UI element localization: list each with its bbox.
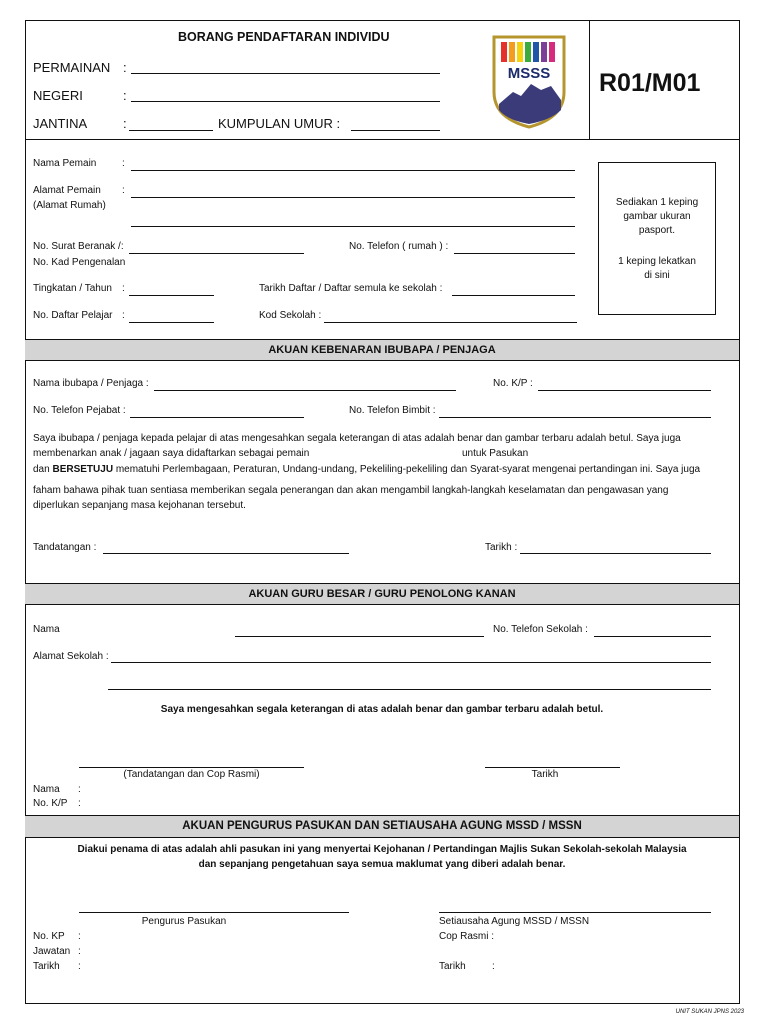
telefon-pejabat-field[interactable] — [130, 417, 304, 418]
nama-pemain-label: Nama Pemain — [33, 158, 97, 169]
tingkatan-colon: : — [122, 283, 125, 294]
pengurus-pasukan-signature-field[interactable] — [79, 912, 349, 913]
kad-pengenalan-label: No. Kad Pengenalan — [33, 257, 126, 268]
tarikh-daftar-label: Tarikh Daftar / Daftar semula ke sekolah : — [259, 283, 443, 294]
daftar-pelajar-colon: : — [122, 310, 125, 321]
ibubapa-declaration-line-5: diperlukan sepanjang masa kejohanan tersebut. — [33, 500, 246, 511]
kod-sekolah-label: Kod Sekolah : — [259, 310, 322, 321]
guru-kp-label: No. K/P — [33, 798, 68, 809]
ibubapa-declaration-line-3 — [33, 464, 700, 476]
alamat-sekolah-field-2[interactable] — [108, 689, 711, 690]
alamat-pemain-field-1[interactable] — [131, 197, 575, 198]
surat-beranak-field[interactable] — [129, 253, 304, 254]
setiausaha-signature-field[interactable] — [439, 912, 711, 913]
kod-sekolah-field[interactable] — [324, 322, 577, 323]
telefon-sekolah-field[interactable] — [594, 636, 711, 637]
jantina-label: JANTINA — [33, 116, 88, 131]
pengurus-tarikh-label: Tarikh — [33, 961, 60, 972]
logo-stripe — [517, 42, 523, 62]
photo-instruction-2: gambar ukuran — [623, 211, 691, 222]
logo-stripe — [549, 42, 555, 62]
setiausaha-tarikh-label: Tarikh — [439, 961, 466, 972]
pengurus-kp-label: No. KP — [33, 931, 65, 942]
logo-stripe — [509, 42, 515, 62]
guru-heading-text: AKUAN GURU BESAR / GURU PENOLONG KANAN — [248, 588, 516, 600]
tingkatan-label: Tingkatan / Tahun — [33, 283, 112, 294]
telefon-sekolah-label: No. Telefon Sekolah : — [493, 624, 588, 635]
kumpulan-umur-label: KUMPULAN UMUR : — [218, 116, 341, 131]
setiausaha-tarikh-colon: : — [492, 961, 495, 972]
tingkatan-field[interactable] — [129, 295, 214, 296]
alamat-sekolah-field-1[interactable] — [111, 662, 711, 663]
header-bottom-border — [25, 139, 739, 140]
pengurus-tarikh-colon: : — [78, 961, 81, 972]
msss-logo — [491, 34, 567, 130]
ibubapa-section-heading — [25, 339, 739, 361]
guru-statement: Saya mengesahkan segala keterangan di atas adalah benar dan gambar terbaru adalah betul. — [160, 704, 604, 715]
pengurus-jawatan-colon: : — [78, 946, 81, 957]
telefon-pejabat-label: No. Telefon Pejabat : — [33, 405, 126, 416]
nama-guru-field[interactable] — [235, 636, 484, 637]
permainan-colon: : — [123, 60, 127, 75]
pengurus-section-heading — [25, 815, 739, 838]
telefon-bimbit-label: No. Telefon Bimbit : — [349, 405, 436, 416]
tandatangan-cop-label: (Tandatangan dan Cop Rasmi) — [123, 769, 260, 780]
alamat-pemain-colon: : — [122, 185, 125, 196]
photo-instruction-5: di sini — [644, 270, 670, 281]
msss-shield-icon — [491, 34, 567, 130]
logo-stripe — [541, 42, 547, 62]
negeri-field[interactable] — [131, 101, 440, 102]
guru-tarikh-field[interactable] — [485, 767, 620, 768]
logo-stripe — [525, 42, 531, 62]
surat-beranak-label: No. Surat Beranak /: — [33, 241, 124, 252]
ibubapa-declaration-line-4: faham bahawa pihak tuan sentiasa memberikan segala penerangan dan akan mengambil langkah-langkah keselamatan dan pengawasan yang — [33, 485, 669, 496]
alamat-rumah-label: (Alamat Rumah) — [33, 200, 106, 211]
cop-rasmi-label: Cop Rasmi : — [439, 931, 495, 942]
permainan-label: PERMAINAN — [33, 60, 111, 75]
ibubapa-declaration-line-2a: membenarkan anak / jagaan saya didaftarkan sebagai pemain — [33, 448, 310, 459]
tarikh-daftar-field[interactable] — [452, 295, 575, 296]
logo-stripe — [533, 42, 539, 62]
ibubapa-tarikh-label: Tarikh : — [485, 542, 518, 553]
bersetuju-text: BERSETUJU — [52, 464, 114, 475]
pengurus-heading-text: AKUAN PENGURUS PASUKAN DAN SETIAUSAHA AGUNG MSSD / MSSN — [182, 820, 582, 832]
ibubapa-tandatangan-label: Tandatangan : — [33, 542, 97, 553]
footer-credit: UNIT SUKAN JPNS 2023 — [675, 1009, 744, 1015]
form-code: R01/M01 — [599, 69, 701, 97]
ibubapa-declaration-line-1: Saya ibubapa / penjaga kepada pelajar di atas mengesahkan segala keterangan di atas adalah benar dan gambar terbaru adalah betul. Saya juga — [33, 433, 681, 444]
negeri-label: NEGERI — [33, 88, 83, 103]
line-3-rest: mematuhi Perlembagaan, Peraturan, Undang-undang, Pekeliling-pekeliling dan Syarat-syarat mengenai pertandingan ini. Saya juga — [115, 464, 701, 475]
form-title: BORANG PENDAFTARAN INDIVIDU — [178, 30, 390, 44]
telefon-bimbit-field[interactable] — [439, 417, 711, 418]
permainan-field[interactable] — [131, 73, 440, 74]
kumpulan-umur-field[interactable] — [351, 130, 440, 131]
guru-nama-colon: : — [78, 784, 81, 795]
nama-pemain-field[interactable] — [131, 170, 575, 171]
jantina-colon: : — [123, 116, 127, 131]
nama-ibubapa-field[interactable] — [154, 390, 456, 391]
pengurus-kp-colon: : — [78, 931, 81, 942]
guru-tarikh-label: Tarikh — [531, 769, 559, 780]
header-right-divider — [589, 20, 590, 140]
ibubapa-tarikh-field[interactable] — [520, 553, 711, 554]
alamat-sekolah-label: Alamat Sekolah : — [33, 651, 109, 662]
ibubapa-declaration-line-2b: untuk Pasukan — [462, 448, 529, 459]
ibubapa-heading-text: AKUAN KEBENARAN IBUBAPA / PENJAGA — [268, 344, 496, 356]
guru-tandatangan-field[interactable] — [79, 767, 304, 768]
jantina-field[interactable] — [129, 130, 213, 131]
guru-section-heading — [25, 583, 739, 605]
guru-nama-label: Nama — [33, 784, 60, 795]
nama-pemain-colon: : — [122, 158, 125, 169]
line-3-dan: dan — [33, 464, 50, 475]
daftar-pelajar-label: No. Daftar Pelajar — [33, 310, 113, 321]
logo-stripe — [501, 42, 507, 62]
alamat-pemain-field-2[interactable] — [131, 226, 575, 227]
pengurus-jawatan-label: Jawatan — [33, 946, 71, 957]
photo-box[interactable] — [598, 162, 716, 315]
telefon-rumah-field[interactable] — [454, 253, 575, 254]
guru-kp-colon: : — [78, 798, 81, 809]
nama-guru-label: Nama — [33, 624, 60, 635]
pengurus-pasukan-label: Pengurus Pasukan — [141, 916, 227, 927]
photo-instruction-4: 1 keping lekatkan — [618, 256, 696, 267]
negeri-colon: : — [123, 88, 127, 103]
ibubapa-kp-label: No. K/P : — [493, 378, 533, 389]
setiausaha-label: Setiausaha Agung MSSD / MSSN — [439, 916, 590, 927]
photo-instruction-3: pasport. — [638, 225, 676, 236]
ibubapa-tandatangan-field[interactable] — [103, 553, 349, 554]
ibubapa-kp-field[interactable] — [538, 390, 711, 391]
telefon-rumah-label: No. Telefon ( rumah ) : — [349, 241, 449, 252]
pengurus-statement-1: Diakui penama di atas adalah ahli pasukan ini yang menyertai Kejohanan / Pertandingan Majlis Sukan Sekolah-sekolah Malaysia — [77, 844, 687, 855]
pengurus-statement-2: dan sepanjang pengetahuan saya semua maklumat yang diberi adalah benar. — [198, 859, 566, 870]
alamat-pemain-label: Alamat Pemain — [33, 185, 101, 196]
photo-instruction-1: Sediakan 1 keping — [615, 197, 699, 208]
nama-ibubapa-label: Nama ibubapa / Penjaga : — [33, 378, 149, 389]
daftar-pelajar-field[interactable] — [129, 322, 214, 323]
msss-logo-text: MSSS — [507, 65, 551, 82]
